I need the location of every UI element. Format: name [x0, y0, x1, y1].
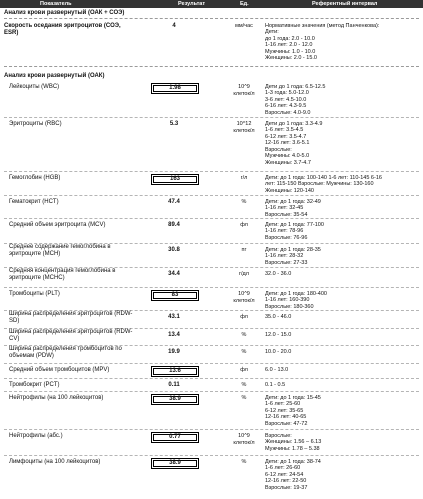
esr-name: Скорость оседания эритроцитов (СОЭ, ESR)	[4, 23, 121, 37]
test-unit: %	[241, 459, 247, 465]
test-value: 38.9	[151, 394, 199, 405]
test-unit: %	[241, 382, 247, 388]
test-name: Лимфоциты (на 100 лейкоцитов)	[9, 459, 101, 465]
test-reference: Дети: до 1 года: 180-400 1-16 лет: 160-390 Взрослые: 180-360	[265, 291, 327, 310]
test-reference: 12.0 - 15.0	[265, 332, 292, 338]
test-name: Лейкоциты (WBC)	[9, 84, 60, 90]
test-reference: 10.0 - 20.0	[265, 349, 292, 355]
table-header	[0, 0, 423, 8]
test-value: 89.4	[168, 222, 180, 228]
test-reference: Дети: до 1 года: 32-49 1-16 лет: 32-45 Взрослые: 35-54	[265, 199, 321, 218]
test-name: Гемоглобин (HGB)	[9, 175, 61, 181]
row-divider	[4, 171, 419, 172]
test-value: 0.11	[168, 382, 180, 388]
test-unit: пг	[241, 247, 247, 253]
section-divider	[4, 18, 419, 19]
test-name: Ширина распределения эритроцитов (RDW-SD)	[9, 311, 133, 325]
test-name: Гематокрит (HCT)	[9, 199, 59, 205]
test-value: 43.1	[168, 314, 180, 320]
test-value: 19.9	[168, 349, 180, 355]
esr-unit: мм/час	[235, 23, 253, 29]
esr-ref: Нормативные значения (метод Панченкова): Дети: до 1 года: 2.0 - 10.0 1-16 лет: 2.0 - 12.0 Мужчины: 1.0 - 10.0 Женщины: 2.0 - 15.0	[265, 23, 380, 62]
test-value: 47.4	[168, 199, 180, 205]
test-unit: %	[241, 332, 247, 338]
test-name: Тромбокрит (PCT)	[9, 382, 60, 388]
row-divider	[4, 429, 419, 430]
row-divider	[4, 117, 419, 118]
section-divider	[4, 66, 419, 67]
test-value: 34.4	[168, 271, 180, 277]
test-reference: 35.0 - 46.0	[265, 314, 292, 320]
test-reference: 32.0 - 36.0	[265, 271, 292, 277]
col-name-header: Показатель	[40, 1, 72, 7]
test-value: 38.9	[151, 458, 199, 469]
test-value: 83	[151, 290, 199, 301]
row-divider	[4, 378, 419, 379]
test-unit: г/дл	[239, 271, 249, 277]
test-unit: фл	[240, 314, 248, 320]
test-reference: Дети до 1 года: 6.5-12.5 1-3 года: 5.0-12.0 3-6 лет: 4.5-10.0 6-16 лет: 4.3-9.5 Взрослые: 4.0-9.0	[265, 84, 326, 116]
test-reference: 0.1 - 0.5	[265, 382, 286, 388]
test-value: 30.8	[168, 247, 180, 253]
test-unit: 10^9 клеток/л	[233, 433, 255, 446]
test-reference: Дети: до 1 года: 15-45 1-6 лет: 25-60 6-12 лет: 35-65 12-16 лет: 40-65 Взрослые: 47-72	[265, 395, 321, 427]
test-unit: %	[241, 395, 247, 401]
test-name: Ширина распределения тромбоцитов по объемам (PDW)	[9, 346, 122, 360]
test-value: 1.98	[151, 83, 199, 94]
esr-value: 4	[172, 23, 176, 29]
test-reference: 6.0 - 13.0	[265, 367, 289, 373]
test-name: Нейтрофилы (абс.)	[9, 433, 63, 439]
test-reference: Дети: до 1 года: 100-140 1-6 лет: 110-145 6-16 лет: 115-150 Взрослые: Мужчины: 130-160 Женщины: 120-140	[265, 175, 382, 194]
row-divider	[4, 287, 419, 288]
test-value: 13.4	[168, 332, 180, 338]
section-title-top: Анализ крови развернутый (ОАК + СОЭ)	[4, 10, 125, 16]
test-value: 5.3	[169, 121, 179, 127]
col-unit-header: Ед.	[240, 1, 249, 7]
test-value: 13.6	[151, 366, 199, 377]
test-reference: Дети: до 1 года: 77-100 1-16 лет: 78-96 Взрослые: 76-96	[265, 222, 324, 241]
test-name: Тромбоциты (PLT)	[9, 291, 60, 297]
test-value: 163	[151, 174, 199, 185]
col-ref-header: Референтный интервал	[312, 1, 378, 7]
test-unit: 10^12 клеток/л	[233, 121, 255, 134]
row-divider	[4, 218, 419, 219]
test-name: Нейтрофилы (на 100 лейкоцитов)	[9, 395, 104, 401]
test-name: Средний объем эритроцита (MCV)	[9, 222, 106, 228]
test-name: Среднее содержание гемоглобина в эритроците (MCH)	[9, 244, 111, 258]
row-divider	[4, 391, 419, 392]
test-name: Средняя концентрация гемоглобина в эритроците (MCHC)	[9, 268, 116, 282]
row-divider	[4, 195, 419, 196]
test-unit: фл	[240, 222, 248, 228]
test-reference: Дети до 1 года: 3.3-4.9 1-6 лет: 3.5-4.5 6-12 лет: 3.5-4.7 12-16 лет: 3.6-5.1 Взрослые: Мужчины: 4.0-5.0 Женщины: 3.7-4.7	[265, 121, 323, 166]
test-reference: Дети: до 1 года: 38-74 1-6 лет: 26-60 6-12 лет: 24-54 12-16 лет: 22-50 Взрослые: 19-37	[265, 459, 321, 491]
test-name: Средний объем тромбоцитов (MPV)	[9, 367, 110, 373]
test-unit: 10^9 клеток/л	[233, 84, 255, 97]
test-name: Ширина распределения эритроцитов (RDW-CV)	[9, 329, 133, 343]
section-title-cbc: Анализ крови развернутый (ОАК)	[4, 73, 105, 79]
test-reference: Взрослые: Женщины: 1.56 – 6.13 Мужчины: 1.78 – 5.38	[265, 433, 322, 452]
row-divider	[4, 455, 419, 456]
test-unit: г/л	[240, 175, 248, 181]
test-value: 0.77	[151, 432, 199, 443]
test-unit: %	[241, 199, 247, 205]
test-unit: %	[241, 349, 247, 355]
row-divider	[4, 363, 419, 364]
col-result-header: Результат	[178, 1, 206, 7]
test-name: Эритроциты (RBC)	[9, 121, 62, 127]
test-unit: 10^9 клеток/л	[233, 291, 255, 304]
test-reference: Дети: до 1 года: 28-35 1-16 лет: 28-32 Взрослые: 27-33	[265, 247, 321, 266]
test-unit: фл	[240, 367, 248, 373]
